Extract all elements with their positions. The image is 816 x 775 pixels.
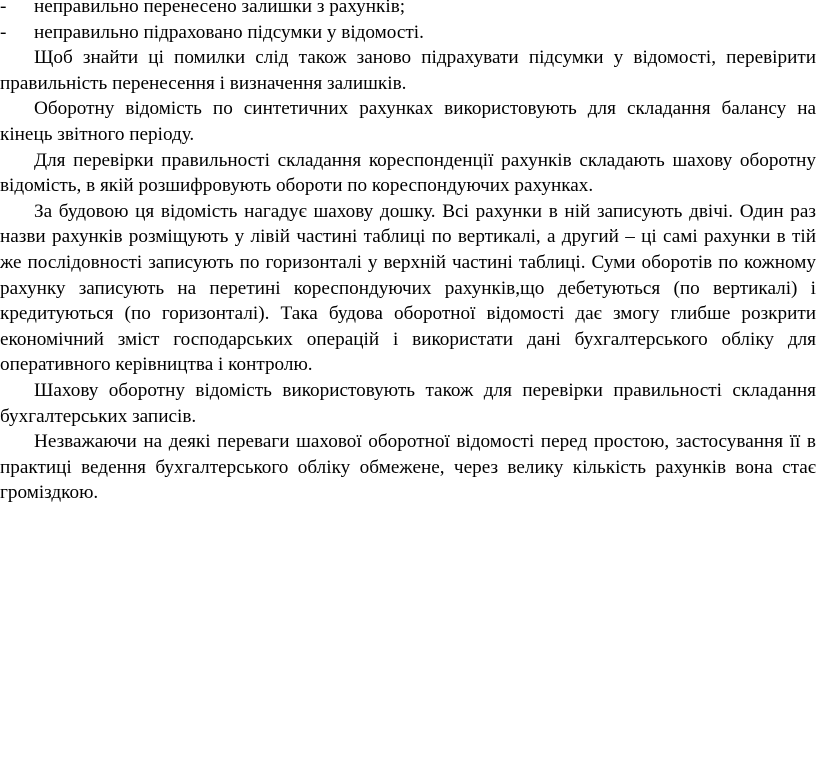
paragraph: За будовою ця відомість нагадує шахову дошку. Всі рахунки в ній записують двічі. Один раз назви рахунків розміщують у лівій частині таблиці по вертикалі, а другий – ці самі рахунки в тій же послідовності записують по горизонталі у верхній частині таблиці. Суми оборотів по кожному рахунку записують на перетині кореспондуючих рахунків,що дебетуються (по вертикалі) і кредитуються (по горизонталі). Така будова оборотної відомості дає змогу глибше розкрити економічний зміст господарських операцій і використати дані бухгалтерського обліку для оперативного керівництва і контролю. — [0, 200, 816, 376]
bullet-marker: - — [0, 21, 7, 43]
paragraph: Шахову оборотну відомість використовують також для перевірки правильності складання бухгалтерських записів. — [0, 379, 816, 427]
paragraph: Незважаючи на деякі переваги шахової оборотної відомості перед простою, застосування її в практиці ведення бухгалтерського обліку обмежене, через велику кількість рахунків вона стає громіздкою. — [0, 431, 816, 504]
paragraph: Для перевірки правильності складання кореспонденції рахунків складають шахову оборотну відомість, в якій розшифровують обороти по кореспондуючих рахунках. — [0, 149, 816, 197]
bullet-marker: - — [0, 0, 7, 17]
paragraph: Щоб знайти ці помилки слід також заново підрахувати підсумки у відомості, перевірити правильність перенесення і визначення залишків. — [0, 47, 816, 94]
bullet-list — [0, 0, 816, 45]
bullet-text: неправильно перенесено залишки з рахунків; — [34, 0, 406, 17]
bullet-item — [0, 20, 816, 46]
bullet-item — [0, 0, 816, 20]
paragraph: Оборотну відомість по синтетичних рахунках використовують для складання балансу на кінець звітного періоду. — [0, 98, 816, 145]
bullet-text: неправильно підраховано підсумки у відомості. — [34, 21, 424, 43]
